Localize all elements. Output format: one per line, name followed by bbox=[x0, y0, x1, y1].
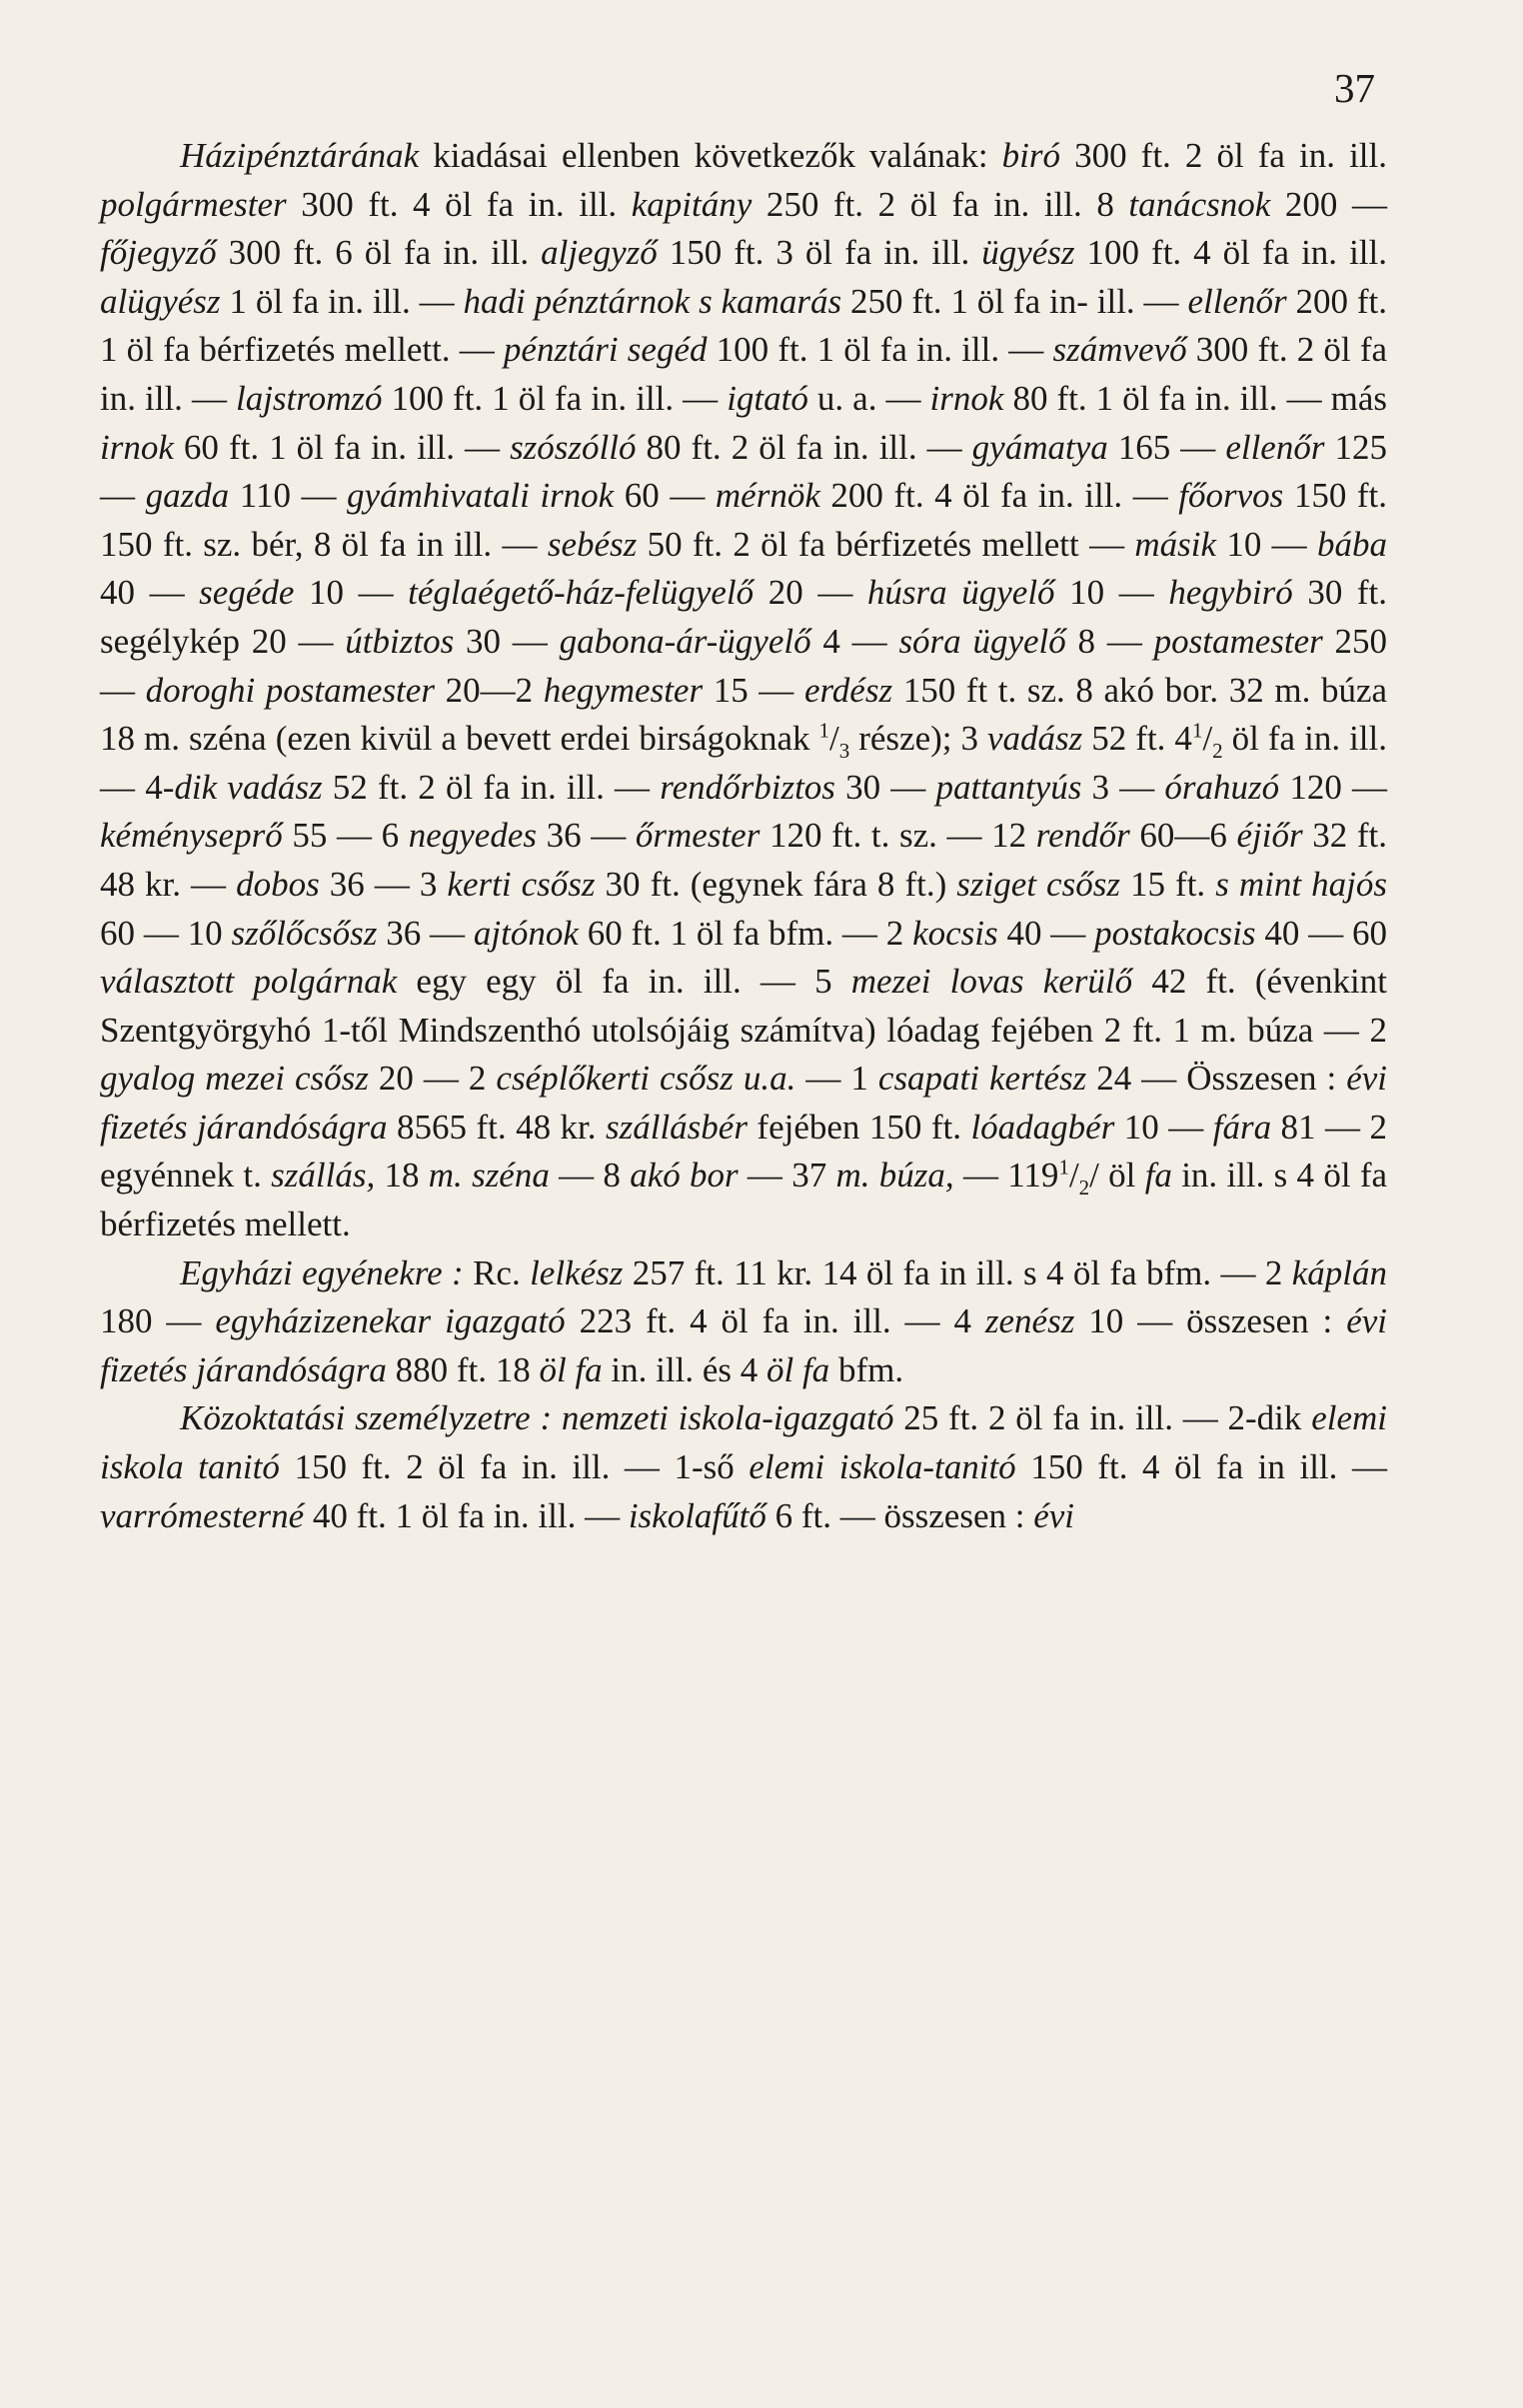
text-run: 30 — bbox=[834, 767, 936, 807]
text-run: 30 ft. (egynek fára 8 ft.) bbox=[595, 864, 957, 904]
italic-term: főorvos bbox=[1178, 476, 1284, 516]
text-run: 250 — bbox=[100, 621, 1388, 710]
italic-term: akó bor bbox=[630, 1156, 739, 1196]
italic-term: évi bbox=[1033, 1495, 1075, 1535]
text-run: egy egy öl fa in. ill. — 5 bbox=[397, 962, 851, 1002]
text-run: 15 — bbox=[703, 670, 804, 710]
italic-term: irnok bbox=[929, 378, 1004, 418]
italic-term: szőlőcsősz bbox=[231, 913, 378, 953]
paragraph bbox=[100, 1394, 1387, 1540]
italic-term: erdész bbox=[803, 670, 893, 710]
italic-term: hadi pénztárnok s kamarás bbox=[463, 281, 842, 321]
text-run: 880 ft. 18 bbox=[386, 1349, 540, 1389]
text-run: 55 — 6 bbox=[282, 816, 409, 856]
italic-term: bába bbox=[1317, 524, 1388, 564]
italic-term: elemi iskola tanitó bbox=[100, 1398, 1387, 1487]
italic-term: tanácsnok bbox=[1128, 184, 1271, 224]
italic-term: lajstromzó bbox=[235, 378, 383, 418]
italic-term: fára bbox=[1212, 1107, 1272, 1147]
italic-term: ajtónok bbox=[473, 913, 579, 953]
text-run: 15 ft. bbox=[1119, 864, 1216, 904]
italic-term: másik bbox=[1134, 524, 1217, 564]
italic-term: dobos bbox=[236, 864, 320, 904]
text-run: 300 ft. 2 öl fa in. ill. bbox=[1060, 136, 1387, 175]
body-text bbox=[100, 132, 1387, 1540]
italic-term: egyházizenekar igazgató bbox=[215, 1301, 566, 1341]
text-run: öl fa in. ill. — 4- bbox=[100, 719, 1387, 807]
italic-term: téglaégető-ház-felügyelő bbox=[408, 573, 755, 613]
superscript: 1 bbox=[1191, 718, 1203, 743]
italic-term: hegymester bbox=[543, 670, 704, 710]
italic-term: elemi iskola-tanitó bbox=[749, 1447, 1016, 1487]
page-number: 37 bbox=[1334, 65, 1375, 111]
subscript: 3 bbox=[838, 739, 850, 764]
text-run: 180 — bbox=[100, 1301, 216, 1341]
text-run: / bbox=[829, 719, 839, 759]
italic-term: aljegyző bbox=[541, 233, 658, 273]
text-run: 10 — bbox=[294, 573, 409, 613]
italic-term: Közoktatási személyzetre : nemzeti iskola-igazgató bbox=[180, 1398, 894, 1438]
text-run: 60—6 bbox=[1129, 816, 1237, 856]
italic-term: órahuzó bbox=[1164, 767, 1280, 807]
text-run: 6 ft. — összesen : bbox=[765, 1495, 1034, 1535]
italic-term: káplán bbox=[1291, 1252, 1387, 1292]
italic-term: választott polgárnak bbox=[100, 962, 398, 1002]
superscript: 1 bbox=[1058, 1155, 1069, 1180]
text-run: 60 — 10 bbox=[100, 913, 232, 953]
italic-term: irnok bbox=[100, 427, 174, 467]
subscript: 2 bbox=[1212, 739, 1223, 764]
text-run: 52 ft. 2 öl fa in. ill. — bbox=[322, 767, 661, 807]
italic-term: alügyész bbox=[100, 281, 221, 321]
italic-term: őrmester bbox=[635, 816, 761, 856]
text-run: / bbox=[1068, 1156, 1079, 1196]
italic-term: gabona-ár-ügyelő bbox=[559, 621, 811, 661]
text-run: 80 ft. 2 öl fa in. ill. — bbox=[636, 427, 972, 467]
text-run: 1 öl fa in. ill. — bbox=[220, 281, 464, 321]
text-run: 24 — Összesen : bbox=[1086, 1059, 1347, 1099]
text-run: 100 ft. 4 öl fa in. ill. bbox=[1074, 233, 1387, 273]
text-run: 8 — bbox=[1065, 621, 1154, 661]
text-run: 110 — bbox=[229, 476, 348, 516]
text-run: 60 ft. 1 öl fa in. ill. — bbox=[173, 427, 511, 467]
text-run: 300 ft. 6 öl fa in. ill. bbox=[216, 233, 542, 273]
text-run: 257 ft. 11 kr. 14 öl fa in ill. s 4 öl fa bfm. — 2 bbox=[623, 1252, 1292, 1292]
italic-term: gyámatya bbox=[971, 427, 1108, 467]
text-run: 100 ft. 1 öl fa in. ill. — bbox=[382, 378, 728, 418]
italic-term: öl fa bbox=[765, 1349, 830, 1389]
text-run: 20 — 2 bbox=[368, 1059, 497, 1099]
italic-term: kéményseprő bbox=[100, 816, 283, 856]
italic-term: öl fa bbox=[539, 1349, 603, 1389]
text-run: bfm. bbox=[829, 1349, 904, 1389]
italic-term: útbiztos bbox=[345, 621, 455, 661]
italic-term: szállás, bbox=[271, 1156, 376, 1196]
text-run: 20—2 bbox=[434, 670, 544, 710]
paragraph bbox=[100, 1249, 1387, 1395]
text-run: 36 — 3 bbox=[319, 864, 448, 904]
italic-term: éjiőr bbox=[1236, 816, 1303, 856]
text-run: 18 bbox=[375, 1156, 429, 1196]
italic-term: Egyházi egyénekre : bbox=[180, 1252, 464, 1292]
italic-term: kerti csősz bbox=[447, 864, 596, 904]
italic-term: kocsis bbox=[912, 913, 998, 953]
text-run: in. ill. és 4 bbox=[602, 1349, 766, 1389]
text-run: 223 ft. 4 öl fa in. ill. — 4 bbox=[565, 1301, 985, 1341]
text-run: — 1 bbox=[795, 1059, 878, 1099]
text-run: 150 ft. 150 ft. sz. bér, 8 öl fa in ill. — bbox=[100, 476, 1387, 564]
italic-term: ellenőr bbox=[1225, 427, 1325, 467]
text-run: 250 ft. 1 öl fa in- ill. — bbox=[841, 281, 1188, 321]
italic-term: fa bbox=[1144, 1156, 1172, 1196]
text-run: 125 — bbox=[100, 427, 1387, 516]
italic-term: hegybiró bbox=[1168, 573, 1293, 613]
text-run: 81 — 2 egyénnek t. bbox=[100, 1107, 1387, 1196]
text-run: in. ill. s 4 öl fa bérfizetés mellett. bbox=[100, 1156, 1388, 1244]
text-run: — 119 bbox=[953, 1156, 1059, 1196]
italic-term: iskolafűtő bbox=[628, 1495, 766, 1535]
italic-term: postamester bbox=[1153, 621, 1323, 661]
text-run: — 37 bbox=[738, 1156, 836, 1196]
text-run: 40 — 60 bbox=[1255, 913, 1388, 953]
italic-term: postakocsis bbox=[1094, 913, 1256, 953]
italic-term: vadász bbox=[987, 719, 1083, 759]
text-run: 50 ft. 2 öl fa bérfizetés mellett — bbox=[637, 524, 1135, 564]
italic-term: pattantyús bbox=[935, 767, 1082, 807]
italic-term: lóadagbér bbox=[970, 1107, 1115, 1147]
italic-term: ellenőr bbox=[1187, 281, 1287, 321]
text-run: / bbox=[1202, 719, 1213, 759]
italic-term: évi fizetés járandóságra bbox=[100, 1301, 1387, 1389]
italic-term: biró bbox=[1001, 136, 1061, 175]
italic-term: mezei lovas kerülő bbox=[850, 962, 1133, 1002]
text-run: Rc. bbox=[463, 1252, 531, 1292]
italic-term: varrómesterné bbox=[100, 1495, 305, 1535]
italic-term: gyalog mezei csősz bbox=[100, 1059, 369, 1099]
italic-term: számvevő bbox=[1052, 330, 1187, 370]
text-run: 10 — összesen : bbox=[1074, 1301, 1347, 1341]
italic-term: rendőrbiztos bbox=[660, 767, 835, 807]
text-run: 25 ft. 2 öl fa in. ill. — 2-dik bbox=[893, 1398, 1312, 1438]
italic-term: húsra ügyelő bbox=[866, 573, 1055, 613]
text-run: 40 — bbox=[100, 573, 200, 613]
text-run: 250 ft. 2 öl fa in. ill. 8 bbox=[752, 184, 1129, 224]
text-run: 120 — bbox=[1279, 767, 1388, 807]
italic-term: szószólló bbox=[510, 427, 637, 467]
text-run: része); 3 bbox=[849, 719, 988, 759]
text-run: 40 — bbox=[997, 913, 1095, 953]
text-run: 40 ft. 1 öl fa in. ill. — bbox=[304, 1495, 629, 1535]
text-run: 150 ft. 2 öl fa in. ill. — 1-ső bbox=[279, 1447, 750, 1487]
italic-term: pénztári segéd bbox=[503, 330, 708, 370]
italic-term: zenész bbox=[984, 1301, 1075, 1341]
italic-term: negyedes bbox=[408, 816, 537, 856]
text-run: 150 ft t. sz. 8 akó bor. 32 m. búza 18 m. széna (ezen kivül a bevett erdei birságoknak bbox=[100, 670, 1388, 759]
italic-term: igtató bbox=[727, 378, 808, 418]
text-run: 8565 ft. 48 kr. bbox=[387, 1107, 606, 1147]
italic-term: sóra ügyelő bbox=[898, 621, 1066, 661]
text-run: 10 — bbox=[1114, 1107, 1213, 1147]
italic-term: csapati kertész bbox=[877, 1059, 1087, 1099]
italic-term: segéde bbox=[199, 573, 295, 613]
text-run: 20 — bbox=[754, 573, 867, 613]
italic-term: mérnök bbox=[715, 476, 820, 516]
text-run: fejében 150 ft. bbox=[747, 1107, 971, 1147]
text-run: 4 — bbox=[810, 621, 899, 661]
text-run: u. a. — bbox=[807, 378, 930, 418]
text-run: 120 ft. t. sz. — 12 bbox=[760, 816, 1036, 856]
text-run: 32 ft. 48 kr. — bbox=[100, 816, 1387, 904]
text-run: / öl bbox=[1089, 1156, 1145, 1196]
text-run: 150 ft. 3 öl fa in. ill. bbox=[657, 233, 982, 273]
italic-term: dik vadász bbox=[174, 767, 323, 807]
text-run: 165 — bbox=[1107, 427, 1226, 467]
italic-term: Házipénztárának bbox=[180, 136, 420, 175]
superscript: 1 bbox=[818, 718, 829, 743]
subscript: 2 bbox=[1078, 1176, 1090, 1201]
text-run: 30 ft. segélykép 20 — bbox=[100, 573, 1388, 661]
text-run: kiadásai ellenben következők valának: bbox=[419, 136, 1002, 175]
italic-term: cséplőkerti csősz u.a. bbox=[496, 1059, 796, 1099]
italic-term: évi fizetés járandóságra bbox=[100, 1059, 1388, 1147]
italic-term: főjegyző bbox=[100, 233, 217, 273]
italic-term: m. búza, bbox=[835, 1156, 954, 1196]
italic-term: gazda bbox=[145, 476, 230, 516]
italic-term: kapitány bbox=[631, 184, 753, 224]
text-run: 36 — bbox=[377, 913, 474, 953]
text-run: 10 — bbox=[1054, 573, 1169, 613]
text-run: 300 ft. 4 öl fa in. ill. bbox=[286, 184, 632, 224]
text-run: 200 ft. 1 öl fa bérfizetés mellett. — bbox=[100, 281, 1387, 370]
text-run: 52 ft. 4 bbox=[1082, 719, 1192, 759]
italic-term: m. széna bbox=[428, 1156, 550, 1196]
italic-term: polgármester bbox=[100, 184, 287, 224]
italic-term: sebész bbox=[547, 524, 638, 564]
text-run: 60 ft. 1 öl fa bfm. — 2 bbox=[578, 913, 913, 953]
text-run: 30 — bbox=[454, 621, 560, 661]
text-run: 150 ft. 4 öl fa in ill. — bbox=[1015, 1447, 1387, 1487]
text-run: 300 ft. 2 öl fa in. ill. — bbox=[100, 330, 1388, 418]
italic-term: szállásbér bbox=[605, 1107, 748, 1147]
text-run: — 8 bbox=[549, 1156, 631, 1196]
text-run: 36 — bbox=[537, 816, 636, 856]
italic-term: s mint hajós bbox=[1215, 864, 1387, 904]
italic-term: lelkész bbox=[530, 1252, 624, 1292]
italic-term: rendőr bbox=[1035, 816, 1130, 856]
text-run: 60 — bbox=[614, 476, 716, 516]
text-run: 10 — bbox=[1216, 524, 1318, 564]
text-run: 80 ft. 1 öl fa in. ill. — más bbox=[1003, 378, 1387, 418]
text-run: 200 — bbox=[1270, 184, 1387, 224]
italic-term: sziget csősz bbox=[956, 864, 1120, 904]
text-run: 42 ft. (évenkint Szentgyörgyhó 1-től Mindszenthó utolsójáig számítva) lóadag fejében 2 ft. 1 m. búza — 2 bbox=[100, 962, 1387, 1050]
text-run: 200 ft. 4 öl fa in. ill. — bbox=[819, 476, 1179, 516]
text-run: 3 — bbox=[1081, 767, 1165, 807]
italic-term: gyámhivatali irnok bbox=[347, 476, 615, 516]
text-run: 100 ft. 1 öl fa in. ill. — bbox=[707, 330, 1053, 370]
italic-term: doroghi postamester bbox=[145, 670, 435, 710]
paragraph bbox=[100, 132, 1387, 1249]
italic-term: ügyész bbox=[981, 233, 1075, 273]
